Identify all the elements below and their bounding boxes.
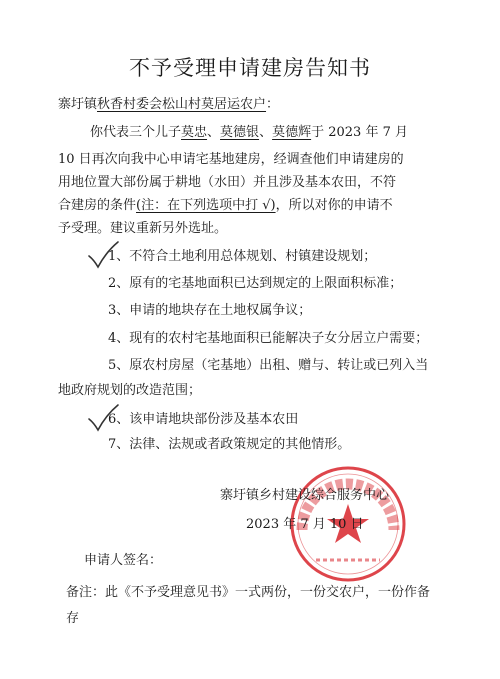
check-mark-icon (86, 240, 120, 270)
body-line-1 (90, 125, 408, 141)
issuer-name: 寨圩镇乡村建设综合服务中心 (220, 488, 390, 503)
body-line-2: 10 日再次向我中心申请宅基地建房，经调查他们申请建房的 (58, 152, 404, 167)
body-text: 合建房的条件 (58, 198, 137, 213)
checkbox-note: (注：在下列选项中打 √) (136, 198, 276, 213)
document-title: 不予受理申请建房告知书 (129, 56, 371, 80)
issue-date: 2023 年 7 月 10 日 (246, 517, 364, 532)
addressee-suffix: ： (266, 97, 280, 112)
applicant-signature-label: 申请人签名： (84, 553, 163, 568)
body-line-4 (58, 198, 393, 214)
son-name: 莫忠 (181, 125, 208, 140)
option-5-continued: 地政府规划的改造范围； (58, 383, 202, 398)
option-3: 3、申请的地块存在土地权属争议； (108, 303, 312, 318)
son-name: 莫德辉 (272, 125, 312, 140)
body-text: ，所以对你的申请不 (275, 198, 393, 213)
option-6: 6、该申请地块部份涉及基本农田 (108, 412, 299, 427)
remark-line-2: 存 (66, 611, 80, 626)
body-line-5: 予受理。建议重新另外选址。 (58, 221, 228, 236)
option-5: 5、原农村房屋（宅基地）出租、赠与、转让或已列入当 (108, 358, 429, 373)
option-2: 2、原有的宅基地面积已达到规定的上限面积标准； (108, 276, 403, 291)
separator: 、 (207, 125, 221, 140)
option-4: 4、现有的农村宅基地面积已能解决子女分居立户需要； (108, 331, 429, 346)
son-name: 莫德银 (220, 125, 260, 140)
check-mark-icon (86, 403, 120, 433)
separator: 、 (259, 125, 273, 140)
option-1: 1、不符合土地利用总体规划、村镇建设规划； (108, 249, 377, 264)
body-text: 你代表三个儿子 (90, 125, 182, 140)
body-line-3: 用地位置大部份属于耕地（水田）并且涉及基本农田，不符 (58, 175, 397, 190)
addressee-line (58, 97, 279, 113)
addressee-prefix: 寨圩镇 (58, 97, 98, 112)
remark-line-1: 备注：此《不予受理意见书》一式两份，一份交农户，一份作备 (66, 585, 431, 600)
body-text: 于 2023 年 7 月 (311, 125, 408, 140)
addressee-name: 秋香村委会松山村莫居运农户 (97, 97, 267, 112)
option-7: 7、法律、法规或者政策规定的其他情形。 (108, 437, 351, 452)
